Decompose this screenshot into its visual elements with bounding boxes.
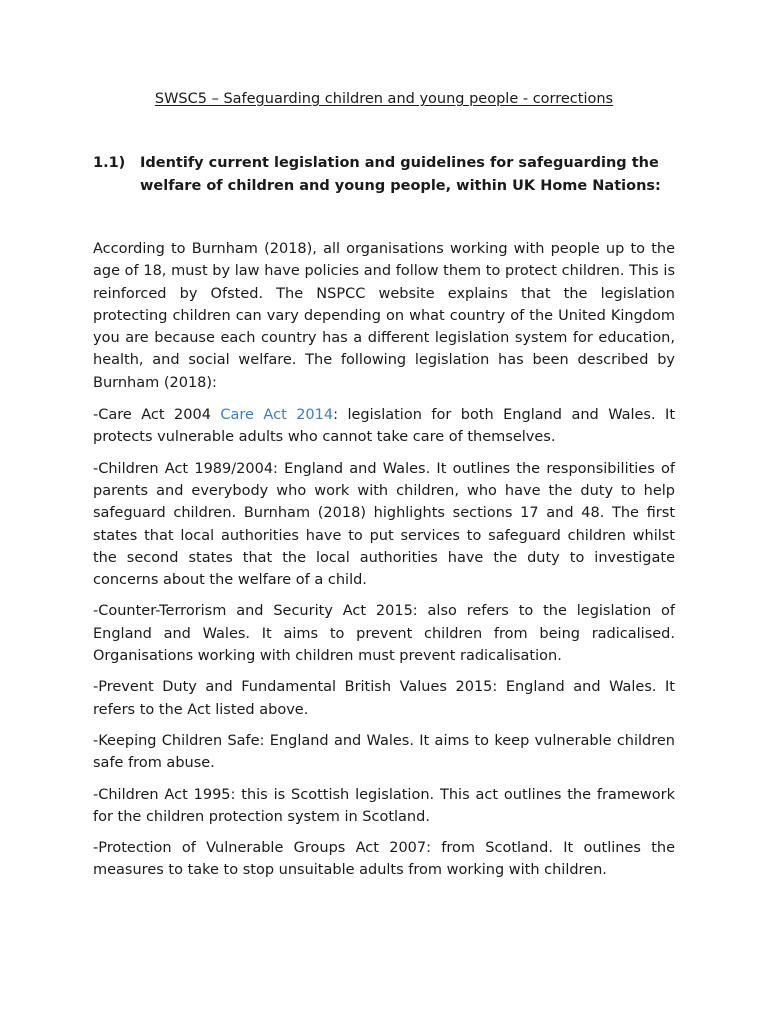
legislation-item-children-act-1995: -Children Act 1995: this is Scottish legislation. This act outlines the framework for the children protection system in Scotland. [93,786,675,825]
question-text: Identify current legislation and guidelines for safeguarding the welfare of children and young people, within UK Home Nations: [140,155,661,194]
care-act-suffix: : legislation for both England and Wales. It protects vulnerable adults who cannot take care of themselves. [93,407,676,446]
legislation-item-keeping-children-safe: -Keeping Children Safe: England and Wales. It aims to keep vulnerable children safe from abuse. [93,732,675,772]
care-act-prefix: -Care Act 2004 [93,407,221,424]
document-title: SWSC5 – Safeguarding children and young people - corrections [154,91,614,107]
care-act-paragraph [93,404,675,449]
legislation-item-children-act-1989: -Children Act 1989/2004: England and Wales. It outlines the responsibilities of parents and everybody who work with children, who have the duty to help safeguard children. Burnham (2018) highlights sections 17 and 48. The first states that local authorities have to put services to safeguard children whilst the second states that the local authorities have the duty to investigate concerns about the welfare of a child. [93,460,675,589]
care-act-correction: Care Act 2014 [220,407,334,424]
intro-paragraph: According to Burnham (2018), all organisations working with people up to the age of 18, must by law have policies and follow them to protect children. This is reinforced by Ofsted. The NSPCC website explains that the legislation protecting children can vary depending on what country of the United Kingdom you are because each country has a different legislation system for education, health, and social welfare. The following legislation has been described by Burnham (2018): [93,241,675,391]
question-heading [93,152,693,197]
legislation-item-protection-vulnerable-groups: -Protection of Vulnerable Groups Act 2007: from Scotland. It outlines the measures to take to stop unsuitable adults from working with children. [93,840,675,879]
answer-body [93,238,675,891]
question-number: 1.1) [93,155,126,171]
legislation-item-prevent-duty: -Prevent Duty and Fundamental British Values 2015: England and Wales. It refers to the Act listed above. [93,679,675,718]
legislation-item-counter-terrorism: -Counter-Terrorism and Security Act 2015: also refers to the legislation of England and Wales. It aims to prevent children from being radicalised. Organisations working with children must prevent radicalisation. [93,603,675,665]
